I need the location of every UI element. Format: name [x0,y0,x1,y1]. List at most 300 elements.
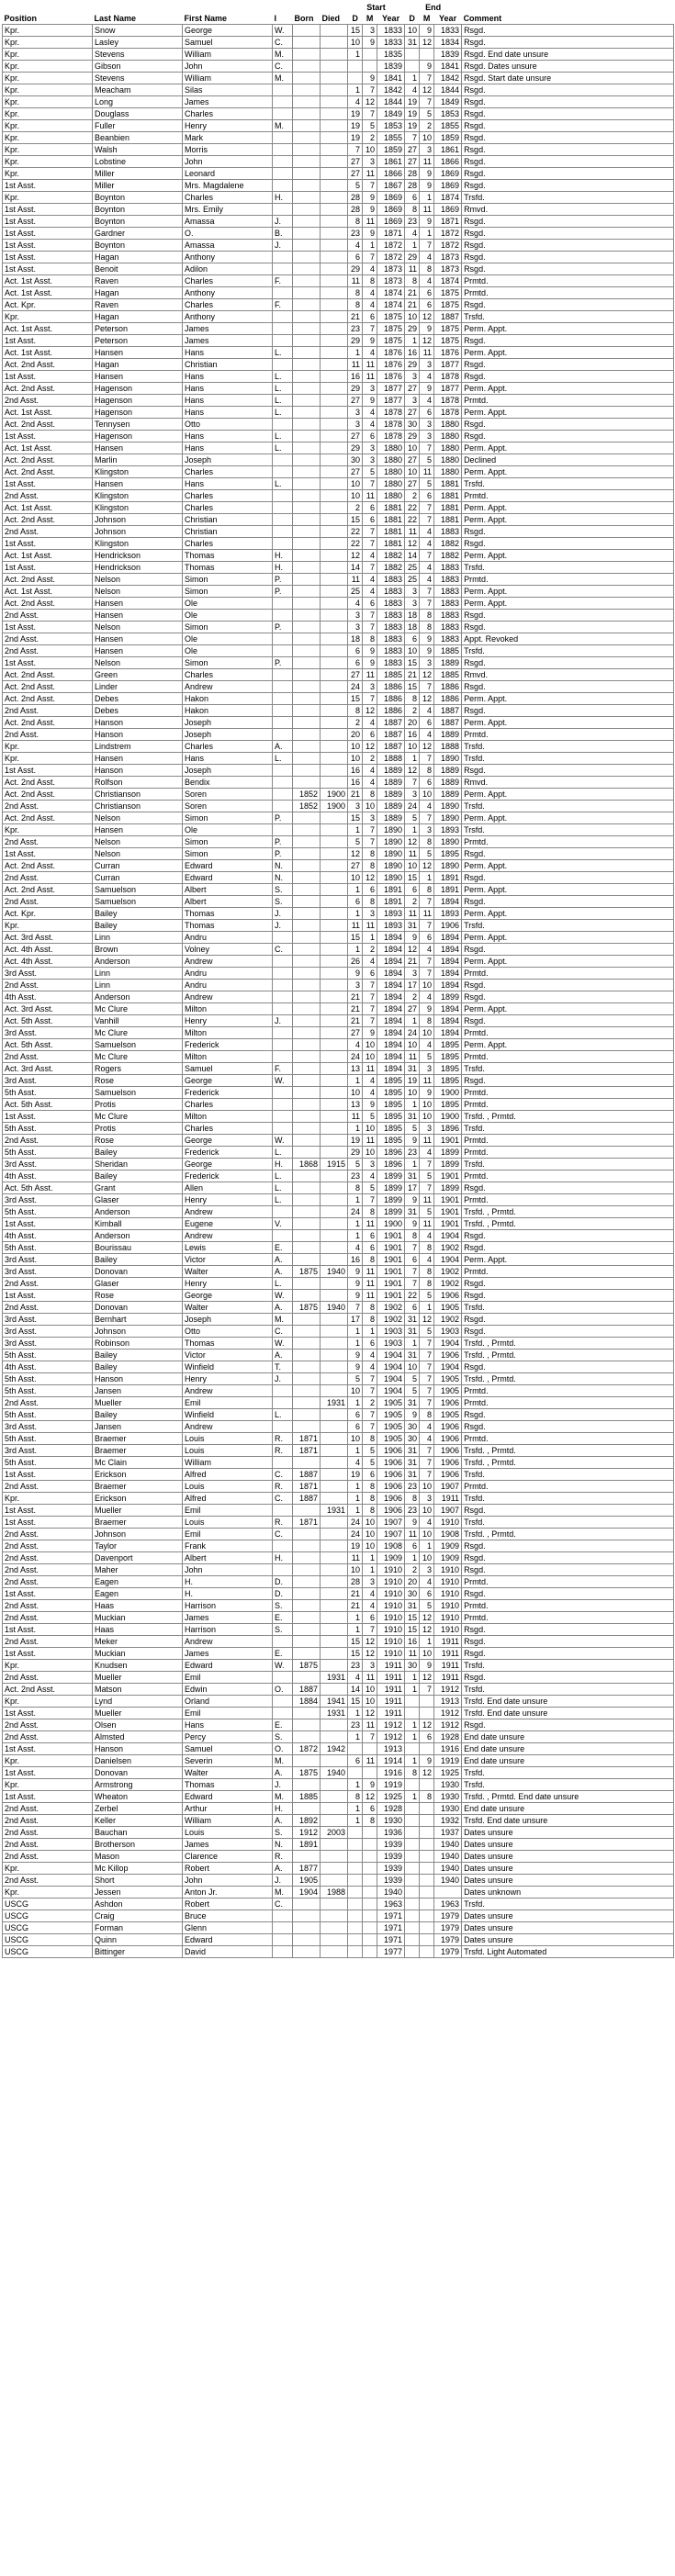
cell-start-day: 1 [348,908,363,920]
cell-initial [273,323,293,335]
cell-position: Act. 2nd Asst. [3,514,93,526]
cell-end-day: 29 [405,359,420,371]
cell-last-name: Knudsen [93,1660,183,1672]
cell-start-month: 11 [363,1218,377,1230]
cell-last-name: Rogers [93,1063,183,1075]
cell-start-year: 1912 [377,1719,405,1731]
cell-start-year: 1835 [377,49,405,61]
cell-born [293,968,321,980]
cell-start-month: 3 [363,442,377,454]
cell-start-month: 4 [363,777,377,789]
cell-start-year: 1909 [377,1552,405,1564]
cell-born [293,610,321,622]
table-row [3,156,674,168]
table-row [3,287,674,299]
table-row [3,1863,674,1875]
table-row [3,502,674,514]
cell-last-name: Forman [93,1922,183,1934]
cell-last-name: Sheridan [93,1159,183,1170]
cell-position: 1st Asst. [3,1708,93,1719]
cell-start-month: 5 [363,120,377,132]
cell-comment: Rsgd. [462,705,674,717]
cell-first-name: Thomas [183,562,273,574]
cell-start-month: 4 [363,1600,377,1612]
cell-end-month: 11 [420,1075,434,1087]
cell-start-day: 8 [348,1791,363,1803]
cell-start-year: 1906 [377,1505,405,1517]
cell-end-day: 21 [405,287,420,299]
cell-comment: Perm. Appt. [462,908,674,920]
cell-start-year: 1914 [377,1755,405,1767]
cell-end-month: 10 [420,132,434,144]
cell-born [293,240,321,252]
cell-first-name: Edward [183,1660,273,1672]
cell-end-year: 1906 [434,1457,462,1469]
cell-start-year: 1905 [377,1421,405,1433]
cell-born [293,204,321,216]
cell-start-year: 1890 [377,824,405,836]
cell-comment: Prmtd. [462,1612,674,1624]
cell-last-name: Grant [93,1182,183,1194]
cell-last-name: Klingston [93,502,183,514]
cell-end-year: 1881 [434,490,462,502]
cell-initial [273,96,293,108]
cell-last-name: Klingston [93,538,183,550]
cell-comment: End date unsure [462,1755,674,1767]
cell-last-name: Bailey [93,908,183,920]
cell-start-day: 8 [348,299,363,311]
cell-end-month: 6 [420,287,434,299]
cell-last-name: Quinn [93,1934,183,1946]
cell-initial [273,108,293,120]
cell-end-day: 11 [405,263,420,275]
cell-end-month: 7 [420,1361,434,1373]
cell-last-name: Mc Clain [93,1457,183,1469]
cell-position: Act. 1st Asst. [3,550,93,562]
cell-first-name: George [183,1135,273,1147]
cell-first-name: Milton [183,1111,273,1123]
cell-initial: L. [273,478,293,490]
cell-end-day: 1 [405,753,420,765]
table-row [3,1922,674,1934]
cell-end-year: 1906 [434,1421,462,1433]
cell-start-year: 1894 [377,1003,405,1015]
cell-position: 2nd Asst. [3,1397,93,1409]
keepers-table-container [2,2,673,1958]
cell-initial [273,490,293,502]
cell-position: Act. 2nd Asst. [3,1684,93,1696]
cell-born [293,192,321,204]
cell-end-month: 4 [420,1039,434,1051]
cell-start-month: 12 [363,96,377,108]
cell-end-day: 27 [405,144,420,156]
cell-last-name: Muckian [93,1648,183,1660]
cell-died [321,1338,348,1350]
cell-initial [273,980,293,991]
cell-first-name: James [183,323,273,335]
cell-end-month: 3 [420,144,434,156]
cell-last-name: Hansen [93,753,183,765]
cell-first-name: Andrew [183,991,273,1003]
cell-initial: L. [273,1194,293,1206]
cell-born [293,1421,321,1433]
cell-end-day: 19 [405,108,420,120]
cell-last-name: Bittinger [93,1946,183,1958]
cell-end-year: 1907 [434,1505,462,1517]
cell-initial: H. [273,550,293,562]
cell-comment: Trsfd. [462,192,674,204]
cell-comment: Dates unsure [462,1827,674,1839]
cell-first-name: Harrison [183,1600,273,1612]
table-row [3,932,674,944]
cell-first-name: Henry [183,1015,273,1027]
cell-first-name: Arthur [183,1803,273,1815]
cell-end-day: 1 [405,73,420,84]
cell-born [293,419,321,431]
cell-position: Act. 2nd Asst. [3,383,93,395]
cell-end-year: 1889 [434,765,462,777]
cell-first-name: Charles [183,669,273,681]
cell-position: 2nd Asst. [3,1552,93,1564]
cell-end-month: 11 [420,156,434,168]
cell-last-name: Rose [93,1290,183,1302]
cell-first-name: Alfred [183,1469,273,1481]
cell-end-year: 1891 [434,884,462,896]
cell-born [293,287,321,299]
cell-born [293,956,321,968]
cell-end-day: 15 [405,681,420,693]
table-row [3,657,674,669]
cell-initial [273,204,293,216]
cell-start-month: 1 [363,1552,377,1564]
cell-start-month: 3 [363,25,377,37]
col-header-last-name: Last Name [93,13,183,25]
cell-end-day: 11 [405,908,420,920]
cell-start-day: 1 [348,824,363,836]
cell-start-month: 6 [363,598,377,610]
cell-start-year: 1896 [377,1147,405,1159]
cell-first-name: William [183,1815,273,1827]
cell-start-year: 1876 [377,347,405,359]
table-row [3,1385,674,1397]
cell-died [321,1719,348,1731]
cell-end-month: 9 [420,383,434,395]
table-row [3,1039,674,1051]
cell-first-name: Ole [183,645,273,657]
cell-end-day: 2 [405,705,420,717]
cell-end-month: 7 [420,502,434,514]
cell-last-name: Hansen [93,442,183,454]
cell-last-name: Johnson [93,526,183,538]
cell-initial: E. [273,1719,293,1731]
cell-end-day: 12 [405,836,420,848]
cell-end-day: 31 [405,920,420,932]
cell-initial [273,419,293,431]
cell-died [321,1755,348,1767]
cell-end-year: 1906 [434,1290,462,1302]
cell-end-month: 4 [420,1433,434,1445]
cell-end-day: 16 [405,729,420,741]
cell-died [321,168,348,180]
cell-end-year: 1900 [434,1111,462,1123]
cell-initial: P. [273,586,293,598]
cell-position: 2nd Asst. [3,1302,93,1314]
cell-born [293,1063,321,1075]
cell-position: 2nd Asst. [3,1600,93,1612]
cell-start-year: 1901 [377,1290,405,1302]
cell-start-day: 24 [348,1517,363,1529]
cell-end-month: 12 [420,335,434,347]
cell-end-month: 4 [420,562,434,574]
cell-end-day: 15 [405,657,420,669]
cell-died [321,84,348,96]
cell-start-year: 1889 [377,789,405,801]
cell-died [321,1099,348,1111]
cell-start-year: 1878 [377,431,405,442]
cell-first-name: Simon [183,848,273,860]
cell-comment: Rsgd. [462,1361,674,1373]
cell-end-day: 11 [405,1648,420,1660]
cell-start-day: 23 [348,1660,363,1672]
cell-end-day: 31 [405,1445,420,1457]
cell-end-month: 8 [420,1015,434,1027]
cell-end-year: 1880 [434,466,462,478]
cell-end-day: 3 [405,395,420,407]
cell-comment: Prmtd. [462,1170,674,1182]
cell-start-year: 1911 [377,1672,405,1684]
cell-start-year: 1912 [377,1731,405,1743]
cell-start-year: 1895 [377,1099,405,1111]
cell-died [321,1361,348,1373]
cell-first-name: Glenn [183,1922,273,1934]
cell-start-month: 8 [363,1493,377,1505]
cell-died: 1940 [321,1767,348,1779]
cell-start-day: 27 [348,466,363,478]
cell-first-name: Louis [183,1827,273,1839]
cell-end-year: 1925 [434,1767,462,1779]
cell-first-name: James [183,96,273,108]
cell-last-name: Benoit [93,263,183,275]
cell-start-year: 1880 [377,490,405,502]
cell-initial [273,466,293,478]
cell-initial [273,502,293,514]
cell-last-name: Green [93,669,183,681]
cell-initial: O. [273,1743,293,1755]
cell-initial: N. [273,1839,293,1851]
cell-end-year: 1911 [434,1648,462,1660]
cell-end-year [434,1887,462,1898]
cell-comment: Trsfd. [462,824,674,836]
cell-born [293,347,321,359]
cell-died [321,1135,348,1147]
cell-position: Act. 5th Asst. [3,1099,93,1111]
cell-last-name: Boynton [93,240,183,252]
cell-last-name: Donovan [93,1266,183,1278]
table-row [3,466,674,478]
cell-died [321,812,348,824]
cell-end-month: 4 [420,574,434,586]
cell-start-month: 6 [363,968,377,980]
cell-first-name: Anton Jr. [183,1887,273,1898]
cell-end-day: 2 [405,1564,420,1576]
cell-start-day [348,1910,363,1922]
cell-died [321,1922,348,1934]
cell-start-month: 11 [363,168,377,180]
cell-start-day: 28 [348,1576,363,1588]
cell-start-day: 21 [348,1015,363,1027]
cell-end-day: 6 [405,884,420,896]
cell-start-month: 11 [363,1719,377,1731]
cell-start-day: 1 [348,1731,363,1743]
cell-start-month: 9 [363,73,377,84]
cell-end-year: 1849 [434,96,462,108]
cell-born [293,478,321,490]
cell-position: USCG [3,1946,93,1958]
cell-position: 2nd Asst. [3,1278,93,1290]
cell-end-year: 1909 [434,1552,462,1564]
cell-last-name: Olsen [93,1719,183,1731]
cell-comment: Perm. Appt. [462,1003,674,1015]
cell-died [321,1481,348,1493]
cell-end-day: 11 [405,1529,420,1540]
cell-first-name: Hans [183,383,273,395]
cell-end-year: 1875 [434,335,462,347]
cell-start-month: 6 [363,514,377,526]
cell-died: 1900 [321,789,348,801]
cell-comment: Perm. Appt. [462,586,674,598]
cell-start-day: 5 [348,180,363,192]
cell-end-year: 1895 [434,1051,462,1063]
table-row [3,717,674,729]
cell-end-month: 10 [420,1027,434,1039]
cell-initial: J. [273,240,293,252]
cell-initial [273,1123,293,1135]
cell-first-name: Thomas [183,1779,273,1791]
cell-end-month: 8 [420,1409,434,1421]
cell-end-month: 10 [420,1099,434,1111]
cell-end-day: 9 [405,932,420,944]
cell-start-month: 8 [363,1314,377,1326]
cell-position: 2nd Asst. [3,1839,93,1851]
cell-comment: Rsgd. [462,1075,674,1087]
cell-first-name: Christian [183,514,273,526]
table-row [3,1493,674,1505]
cell-last-name: Lynd [93,1696,183,1708]
cell-last-name: Hanson [93,765,183,777]
cell-end-year: 1844 [434,84,462,96]
cell-end-year: 1979 [434,1934,462,1946]
cell-comment: Perm. Appt. [462,466,674,478]
cell-end-year: 1881 [434,502,462,514]
cell-start-month: 9 [363,228,377,240]
cell-comment: Rsgd. [462,108,674,120]
cell-end-year: 1912 [434,1719,462,1731]
cell-last-name: Klingston [93,466,183,478]
cell-position: 5th Asst. [3,1409,93,1421]
cell-start-month: 9 [363,192,377,204]
cell-start-year: 1930 [377,1815,405,1827]
cell-died [321,729,348,741]
cell-start-day: 6 [348,896,363,908]
cell-initial [273,359,293,371]
cell-start-day: 10 [348,1433,363,1445]
cell-position: 1st Asst. [3,1290,93,1302]
cell-position: Act. 1st Asst. [3,586,93,598]
cell-start-year: 1910 [377,1564,405,1576]
cell-position: 5th Asst. [3,1373,93,1385]
cell-comment: Rsgd. [462,25,674,37]
cell-born [293,1194,321,1206]
cell-died [321,1194,348,1206]
cell-start-year: 1891 [377,896,405,908]
cell-end-month: 1 [420,1540,434,1552]
cell-died [321,1469,348,1481]
cell-comment: Rsgd. [462,252,674,263]
cell-position: 1st Asst. [3,848,93,860]
cell-end-day: 10 [405,1361,420,1373]
cell-last-name: Hanson [93,1373,183,1385]
table-row [3,1433,674,1445]
cell-start-month: 7 [363,1015,377,1027]
cell-last-name: Bailey [93,1147,183,1159]
cell-start-month: 3 [363,383,377,395]
table-row [3,96,674,108]
cell-initial: H. [273,1552,293,1564]
cell-end-month: 3 [420,419,434,431]
cell-start-day: 1 [348,1326,363,1338]
cell-end-day: 15 [405,1624,420,1636]
cell-end-month: 12 [420,1314,434,1326]
cell-last-name: Curran [93,872,183,884]
cell-end-year: 1928 [434,1731,462,1743]
cell-died [321,1206,348,1218]
cell-born [293,61,321,73]
cell-first-name: Simon [183,586,273,598]
cell-died [321,1863,348,1875]
cell-died [321,562,348,574]
cell-position: 1st Asst. [3,1218,93,1230]
cell-end-day: 8 [405,1230,420,1242]
cell-start-year: 1916 [377,1767,405,1779]
table-row [3,1481,674,1493]
cell-start-day: 15 [348,1636,363,1648]
cell-comment: Rmvd. [462,204,674,216]
cell-first-name: Percy [183,1731,273,1743]
cell-start-month: 10 [363,1684,377,1696]
cell-end-month: 7 [420,956,434,968]
cell-end-day: 4 [405,84,420,96]
group-header-row [3,2,674,13]
cell-last-name: Samuelson [93,1087,183,1099]
cell-comment: Rsgd. [462,84,674,96]
cell-first-name: Mrs. Magdalene [183,180,273,192]
cell-end-year: 1887 [434,705,462,717]
cell-start-day: 24 [348,681,363,693]
cell-died [321,598,348,610]
cell-first-name: H. [183,1588,273,1600]
cell-died [321,1540,348,1552]
cell-born [293,1636,321,1648]
cell-born [293,1564,321,1576]
cell-died [321,1314,348,1326]
cell-initial: R. [273,1445,293,1457]
cell-comment: Trsfd. [462,801,674,812]
table-row [3,1755,674,1767]
cell-start-day: 9 [348,968,363,980]
col-header-end-day: D [405,13,420,25]
cell-start-year: 1894 [377,991,405,1003]
cell-position: 2nd Asst. [3,1672,93,1684]
